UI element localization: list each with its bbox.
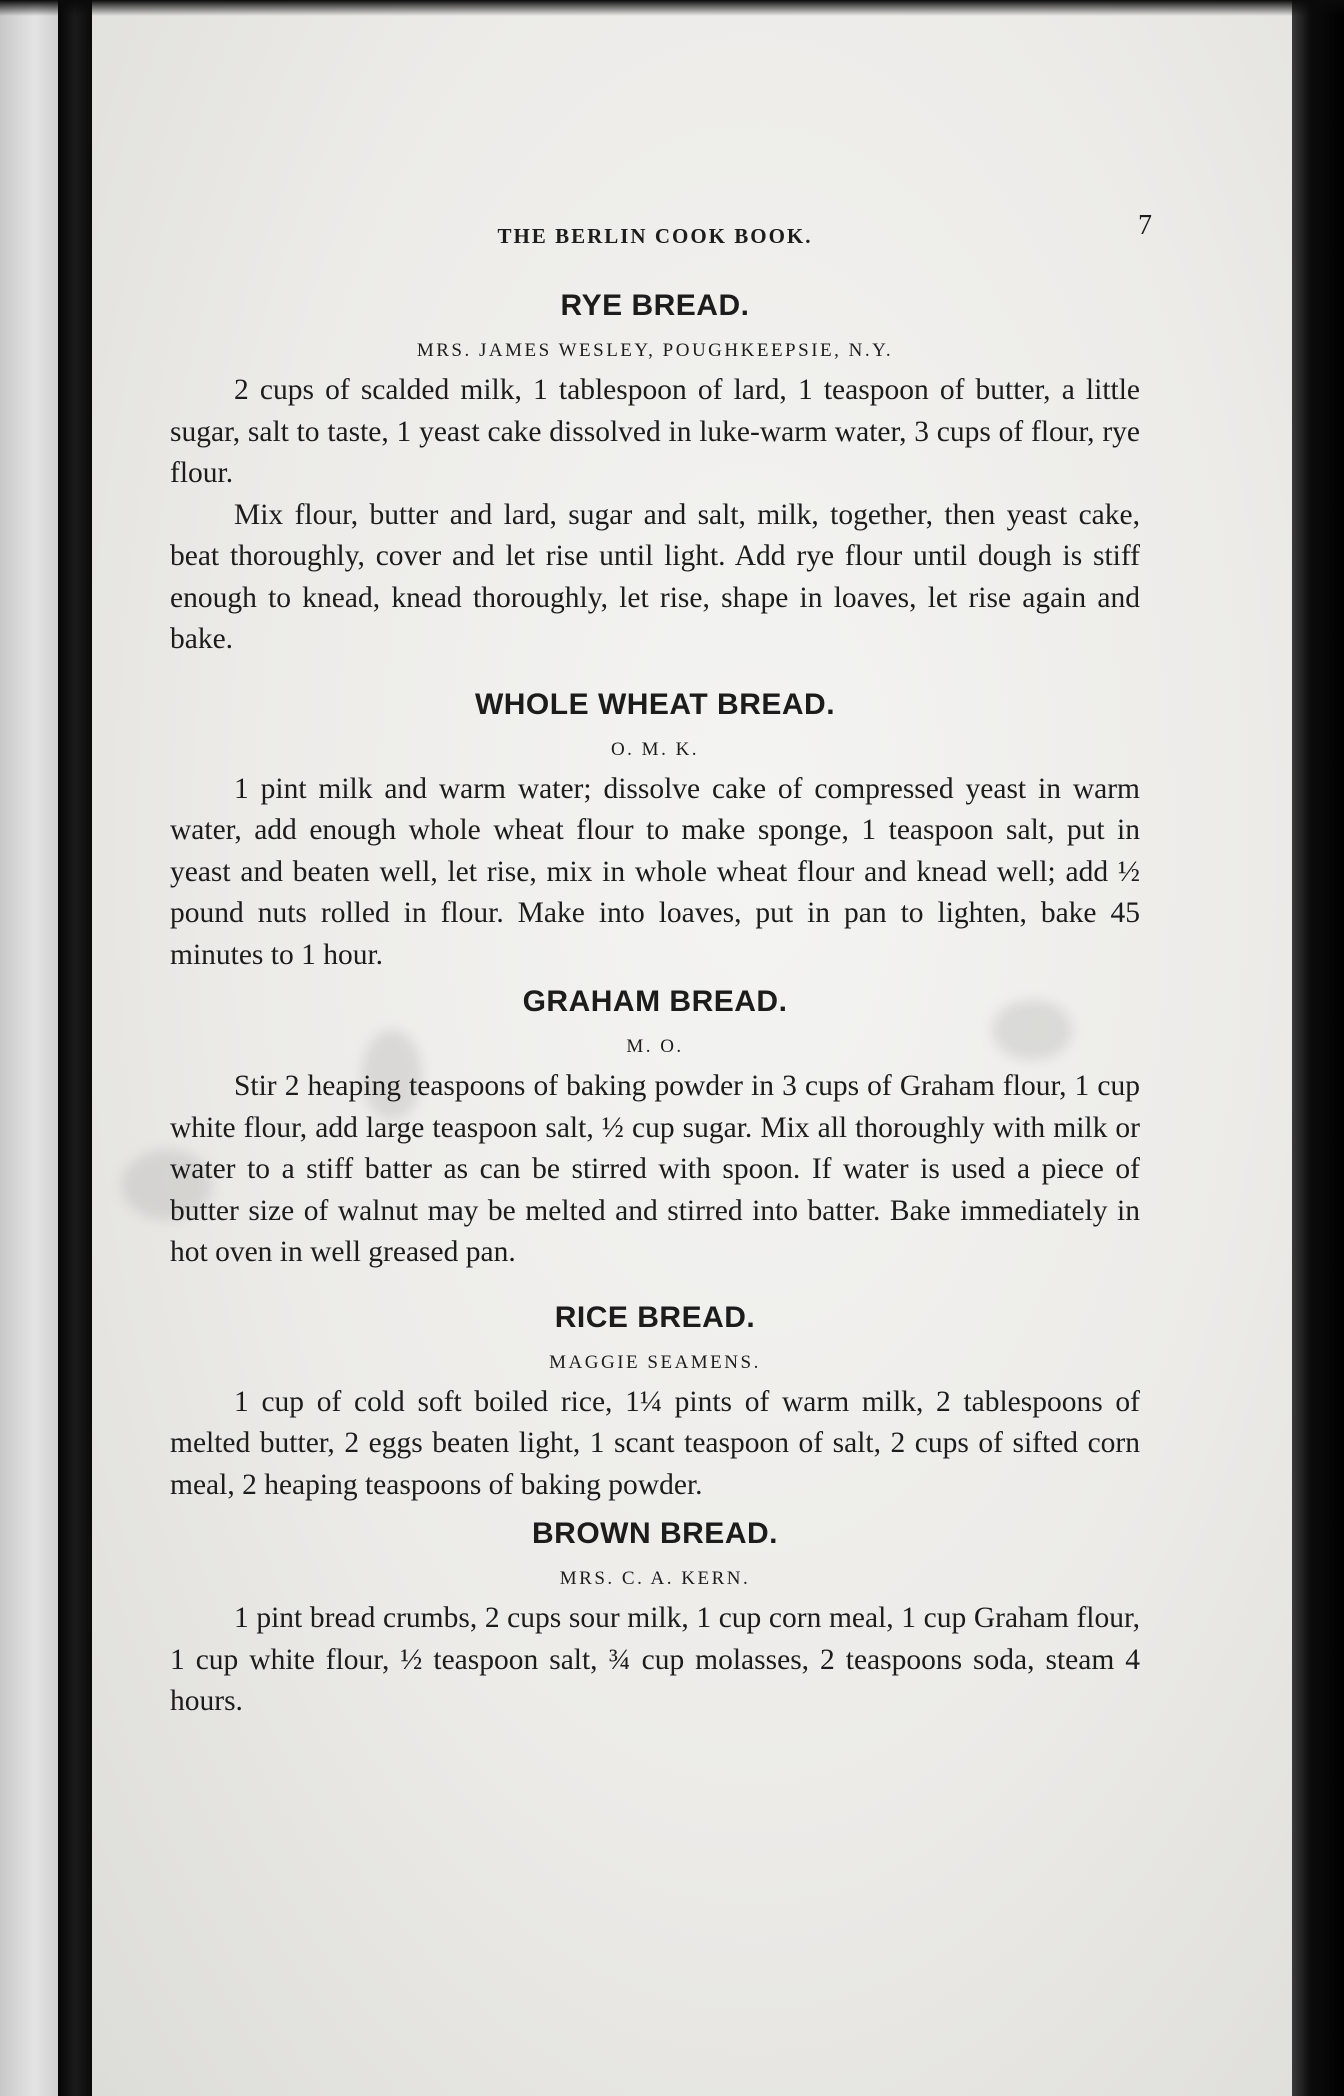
recipe-title: BROWN BREAD. <box>532 1517 778 1550</box>
recipe-paragraph: 1 cup of cold soft boiled rice, 1¼ pints of warm milk, 2 tablespoons of melted butter, 2 eggs beaten light, 1 scant teaspoon of salt, 2 cups of sifted corn meal, 2 heaping teaspoons of baking powder. <box>170 1385 1140 1501</box>
page-right-shadow <box>1292 0 1344 2096</box>
recipe-paragraph: 1 pint milk and warm water; dissolve cake of compressed yeast in warm water, add enough whole wheat flour to make sponge, 1 teaspoon salt, put in yeast and beaten well, let rise, mix in whole wheat flour and knead well; add ½ pound nuts rolled in flour. Make into loaves, put in pan to lighten, bake 45 minutes to 1 hour. <box>170 772 1140 971</box>
recipe-title: RYE BREAD. <box>560 289 750 322</box>
book-spine-shadow <box>58 0 92 2096</box>
recipe-paragraph: 1 pint bread crumbs, 2 cups sour milk, 1 cup corn meal, 1 cup Graham flour, 1 cup white flour, ½ teaspoon salt, ¾ cup molasses, 2 teaspoons soda, steam 4 hours. <box>170 1602 1140 1717</box>
recipe-author: O. M. K. <box>610 738 700 760</box>
recipe-paragraph: Mix flour, butter and lard, sugar and salt, milk, together, then yeast cake, beat thoroughly, cover and let rise until light. Add rye flour until dough is stiff enough to knead, knead thoroughly, let rise, shape in loaves, let rise again and bake. <box>170 498 1140 655</box>
recipe <box>170 687 1140 977</box>
recipe-title: RICE BREAD. <box>554 1300 756 1334</box>
page-number: 7 <box>1138 210 1152 241</box>
facing-page-edge <box>0 0 58 2096</box>
recipe-author: MRS. JAMES WESLEY, POUGHKEEPSIE, N.Y. <box>416 340 894 361</box>
running-title: THE BERLIN COOK BOOK. <box>497 224 813 248</box>
recipe <box>170 288 1140 661</box>
recipe <box>170 1300 1140 1507</box>
page-top-shadow <box>0 0 1344 16</box>
recipe-author: MAGGIE SEAMENS. <box>549 1351 761 1373</box>
recipe-author: M. O. <box>626 1036 684 1057</box>
recipe-paragraph: 2 cups of scalded milk, 1 tablespoon of lard, 1 teaspoon of butter, a little sugar, salt to taste, 1 yeast cake dissolved in luke-warm water, 3 cups of flour, rye flour. <box>170 374 1140 489</box>
recipe <box>170 1516 1140 1723</box>
recipe <box>170 984 1140 1274</box>
recipe-author: MRS. C. A. KERN. <box>559 1568 751 1589</box>
recipe-title: GRAHAM BREAD. <box>522 985 788 1018</box>
recipe-title: WHOLE WHEAT BREAD. <box>474 687 836 721</box>
recipe-paragraph: Stir 2 heaping teaspoons of baking powder in 3 cups of Graham flour, 1 cup white flour, add large teaspoon salt, ½ cup sugar. Mix all thoroughly with milk or water to a stiff batter as can be stirred with spoon. If water is used a piece of butter size of walnut may be melted and stirred into batter. Bake immediately in hot oven in well greased pan. <box>170 1070 1140 1268</box>
page-content <box>170 210 1152 1723</box>
running-head <box>170 210 1152 254</box>
